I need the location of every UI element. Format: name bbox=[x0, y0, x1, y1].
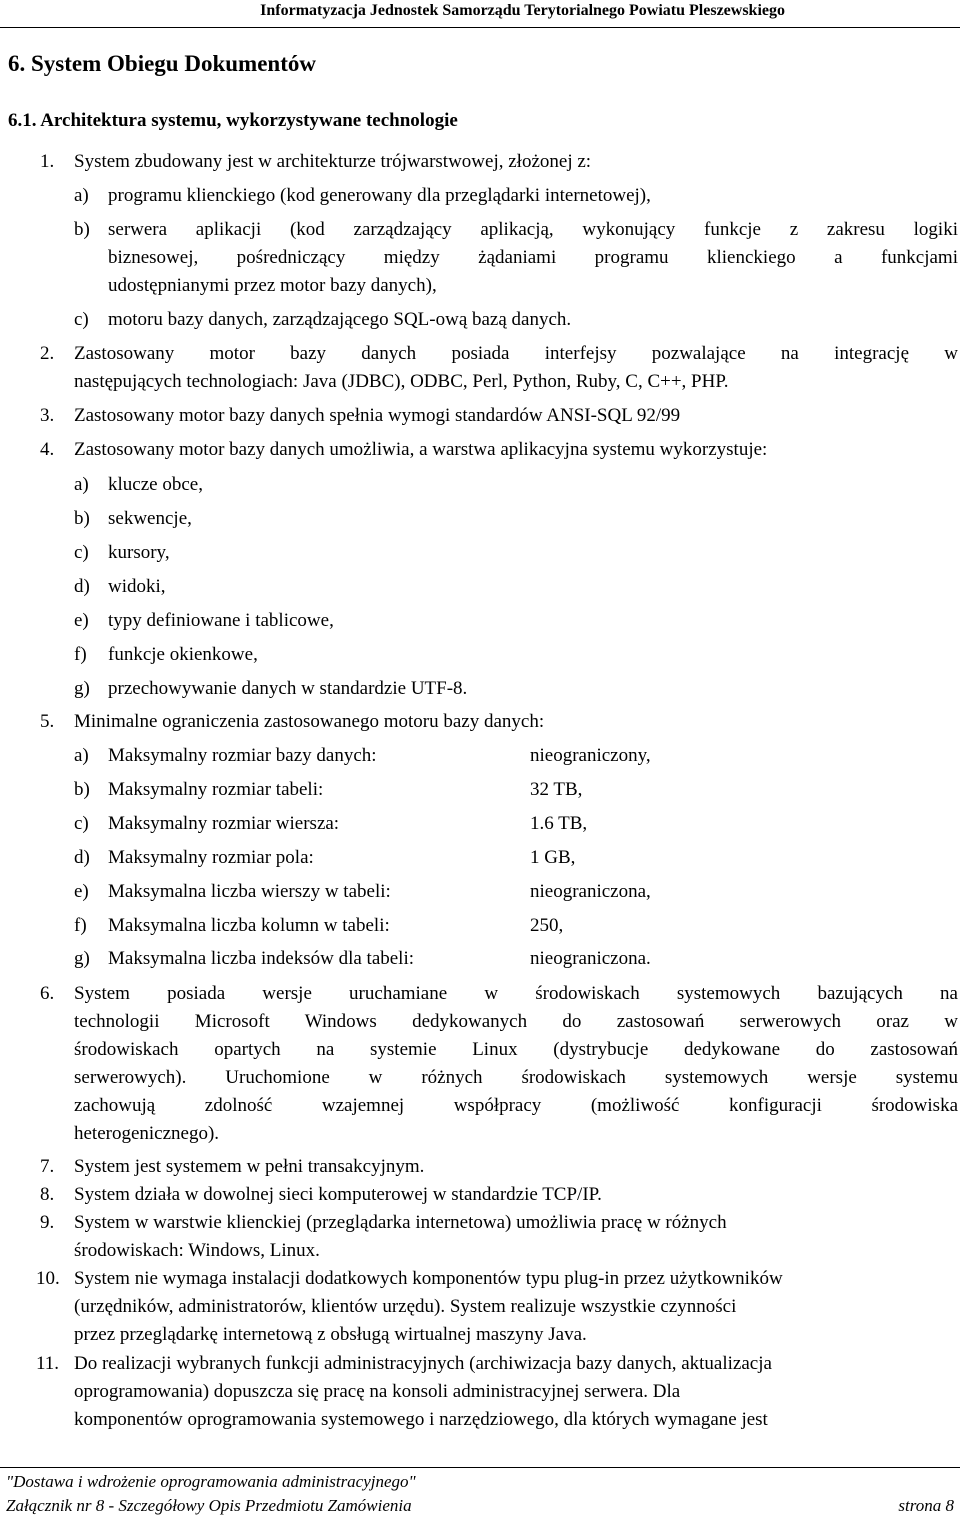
sub-letter: d) bbox=[74, 576, 90, 597]
limit-value: 32 TB, bbox=[530, 779, 583, 800]
limit-value: 1.6 TB, bbox=[530, 813, 588, 834]
sub-letter: d) bbox=[74, 847, 90, 868]
page-footer bbox=[0, 1467, 960, 1521]
page-header bbox=[0, 0, 960, 28]
subsection-heading: 6.1. Architektura systemu, wykorzystywane technologie bbox=[8, 110, 458, 131]
item-text: System zbudowany jest w architekturze trójwarstwowej, złożonej z: bbox=[74, 151, 592, 172]
sub-text: sekwencje, bbox=[108, 508, 192, 529]
sub-letter: c) bbox=[74, 309, 89, 330]
text-line: środowiskach opartych na systemie Linux (dystrybucje dedykowane do zastosowań bbox=[74, 1039, 958, 1060]
text-line: biznesowej, pośredniczący między żądaniami programu klienckiego a funkcjami bbox=[108, 247, 958, 268]
item-number: 8. bbox=[40, 1184, 55, 1205]
text-line: serwerowych). Uruchomione w różnych środowiskach systemowych wersje systemu bbox=[74, 1067, 958, 1088]
item-number: 1. bbox=[40, 151, 55, 172]
limit-value: nieograniczony, bbox=[530, 745, 651, 766]
item-text: System działa w dowolnej sieci komputerowej w standardzie TCP/IP. bbox=[74, 1184, 602, 1205]
limit-label: Maksymalny rozmiar wiersza: bbox=[108, 813, 340, 834]
item-number: 5. bbox=[40, 711, 55, 732]
sub-letter: f) bbox=[74, 644, 87, 665]
item-text: Zastosowany motor bazy danych umożliwia, a warstwa aplikacyjna systemu wykorzystuje: bbox=[74, 439, 768, 460]
limit-label: Maksymalna liczba wierszy w tabeli: bbox=[108, 881, 391, 902]
sub-text: typy definiowane i tablicowe, bbox=[108, 610, 334, 631]
item-number: 11. bbox=[36, 1353, 60, 1374]
sub-letter: b) bbox=[74, 219, 90, 240]
item-text: System nie wymaga instalacji dodatkowych komponentów typu plug-in przez użytkowników bbox=[74, 1268, 783, 1289]
item-number: 9. bbox=[40, 1212, 55, 1233]
sub-text: motoru bazy danych, zarządzającego SQL-ową bazą danych. bbox=[108, 309, 572, 330]
footer-subtitle: Załącznik nr 8 - Szczegółowy Opis Przedmiotu Zamówienia bbox=[6, 1496, 412, 1515]
sub-letter: g) bbox=[74, 678, 90, 699]
text-line: heterogenicznego). bbox=[74, 1123, 220, 1144]
item-number: 2. bbox=[40, 343, 55, 364]
footer-title: "Dostawa i wdrożenie oprogramowania administracyjnego" bbox=[6, 1472, 416, 1491]
sub-letter: a) bbox=[74, 474, 89, 495]
item-text: Zastosowany motor bazy danych spełnia wymogi standardów ANSI-SQL 92/99 bbox=[74, 405, 681, 426]
item-text: System w warstwie klienckiej (przeglądarka internetowa) umożliwia pracę w różnych bbox=[74, 1212, 727, 1233]
sub-text: klucze obce, bbox=[108, 474, 203, 495]
list-item-2-text bbox=[74, 343, 958, 399]
item-number: 7. bbox=[40, 1156, 55, 1177]
sub-letter: c) bbox=[74, 813, 89, 834]
item-number: 6. bbox=[40, 983, 55, 1004]
text-line: Zastosowany motor bazy danych posiada interfejsy pozwalające na integrację w bbox=[74, 343, 958, 364]
item-number: 3. bbox=[40, 405, 55, 426]
page-number: strona 8 bbox=[898, 1496, 954, 1515]
sub-item-1b-text bbox=[108, 219, 958, 303]
sub-letter: b) bbox=[74, 779, 90, 800]
item-text: środowiskach: Windows, Linux. bbox=[74, 1240, 320, 1261]
sub-text: programu klienckiego (kod generowany dla przeglądarki internetowej), bbox=[108, 185, 651, 206]
item-number: 4. bbox=[40, 439, 55, 460]
item-text: przez przeglądarkę internetową z obsługą wirtualnej maszyny Java. bbox=[74, 1324, 587, 1345]
sub-text: widoki, bbox=[108, 576, 166, 597]
limit-value: 250, bbox=[530, 915, 564, 936]
sub-text: przechowywanie danych w standardzie UTF-8. bbox=[108, 678, 468, 699]
limit-label: Maksymalna liczba kolumn w tabeli: bbox=[108, 915, 390, 936]
limit-label: Maksymalny rozmiar tabeli: bbox=[108, 779, 324, 800]
header-title: Informatyzacja Jednostek Samorządu Terytorialnego Powiatu Pleszewskiego bbox=[260, 2, 785, 19]
text-line: System posiada wersje uruchamiane w środowiskach systemowych bazujących na bbox=[74, 983, 958, 1004]
list-item-6-text bbox=[74, 983, 958, 1151]
item-text: (urzędników, administratorów, klientów urzędu). System realizuje wszystkie czynności bbox=[74, 1296, 737, 1317]
sub-letter: e) bbox=[74, 610, 89, 631]
limit-value: nieograniczona. bbox=[530, 948, 651, 969]
sub-letter: a) bbox=[74, 745, 89, 766]
limit-label: Maksymalna liczba indeksów dla tabeli: bbox=[108, 948, 415, 969]
text-line: zachowują zdolność wzajemnej współpracy (możliwość konfiguracji środowiska bbox=[74, 1095, 958, 1116]
item-text: System jest systemem w pełni transakcyjnym. bbox=[74, 1156, 425, 1177]
text-line: udostępnianymi przez motor bazy danych), bbox=[108, 275, 437, 296]
item-text: Do realizacji wybranych funkcji administracyjnych (archiwizacja bazy danych, aktualizacja bbox=[74, 1353, 772, 1374]
section-heading: 6. System Obiegu Dokumentów bbox=[8, 51, 316, 76]
text-line: technologii Microsoft Windows dedykowanych do zastosowań serwerowych oraz w bbox=[74, 1011, 958, 1032]
sub-letter: a) bbox=[74, 185, 89, 206]
item-text: oprogramowania) dopuszcza się pracę na konsoli administracyjnej serwera. Dla bbox=[74, 1381, 681, 1402]
item-number: 10. bbox=[36, 1268, 60, 1289]
item-text: komponentów oprogramowania systemowego i narzędziowego, dla których wymagane jest bbox=[74, 1409, 768, 1430]
limit-value: 1 GB, bbox=[530, 847, 576, 868]
sub-letter: f) bbox=[74, 915, 87, 936]
text-line: następujących technologiach: Java (JDBC), ODBC, Perl, Python, Ruby, C, C++, PHP. bbox=[74, 371, 729, 392]
item-text: Minimalne ograniczenia zastosowanego motoru bazy danych: bbox=[74, 711, 545, 732]
sub-letter: b) bbox=[74, 508, 90, 529]
sub-letter: g) bbox=[74, 948, 90, 969]
limit-label: Maksymalny rozmiar pola: bbox=[108, 847, 314, 868]
sub-text: funkcje okienkowe, bbox=[108, 644, 258, 665]
limit-value: nieograniczona, bbox=[530, 881, 651, 902]
sub-text: kursory, bbox=[108, 542, 170, 563]
sub-letter: e) bbox=[74, 881, 89, 902]
text-line: serwera aplikacji (kod zarządzający aplikacją, wykonujący funkcje z zakresu logiki bbox=[108, 219, 958, 240]
sub-letter: c) bbox=[74, 542, 89, 563]
limit-label: Maksymalny rozmiar bazy danych: bbox=[108, 745, 377, 766]
